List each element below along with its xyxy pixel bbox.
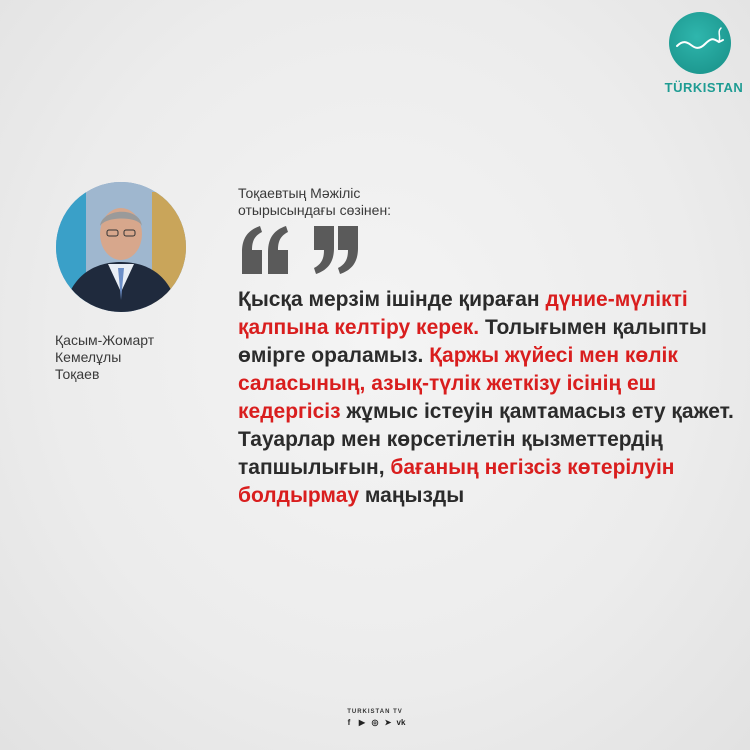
speaker-name-line: Кемелұлы [55, 349, 122, 365]
speaker-name [55, 332, 225, 383]
quote-marks-icon [238, 222, 358, 277]
quote-segment-highlighted: Қаржы жүйесі мен көлік саласының, азық-түлік жеткізу ісінің еш кедергісіз [238, 344, 678, 423]
footer [0, 708, 750, 728]
quote-source-line: Тоқаевтың Мәжіліс [238, 185, 361, 201]
quote-segment-highlighted: дүние-мүлікті қалпына келтіру керек. [238, 288, 688, 339]
quote-segment-highlighted: бағаның негізсіз көтерілуін болдырмау [238, 456, 675, 507]
logo-emblem-icon [669, 12, 731, 74]
turkistan-logo [662, 8, 746, 98]
logo-text: TÜRKISTAN [664, 80, 744, 95]
telegram-icon[interactable]: ➤ [384, 718, 392, 727]
footer-brand: TURKISTAN TV [347, 709, 403, 715]
quote-segment: Қысқа мерзім ішінде қираған [238, 288, 546, 311]
quote-segment: Толығымен қалыпты өмірге ораламыз. [238, 316, 707, 367]
vk-icon[interactable]: vk [396, 718, 406, 727]
speaker-name-line: Тоқаев [55, 366, 100, 382]
quote-source-line: отырысындағы сөзінен: [238, 202, 392, 218]
quote-segment: жұмыс істеуін қамтамасыз ету қажет. Тауарлар мен көрсетілетін қызметтердің тапшылығын, [238, 400, 734, 479]
instagram-icon[interactable]: ◎ [371, 718, 379, 727]
youtube-icon[interactable]: ▶ [358, 718, 366, 727]
quote-segment: маңызды [359, 484, 465, 507]
speaker-name-line: Қасым-Жомарт [55, 332, 155, 348]
speaker-portrait [56, 182, 186, 312]
facebook-icon[interactable]: f [347, 718, 351, 727]
quote-text [238, 286, 738, 510]
quote-source [238, 185, 538, 219]
social-icons [0, 718, 750, 728]
